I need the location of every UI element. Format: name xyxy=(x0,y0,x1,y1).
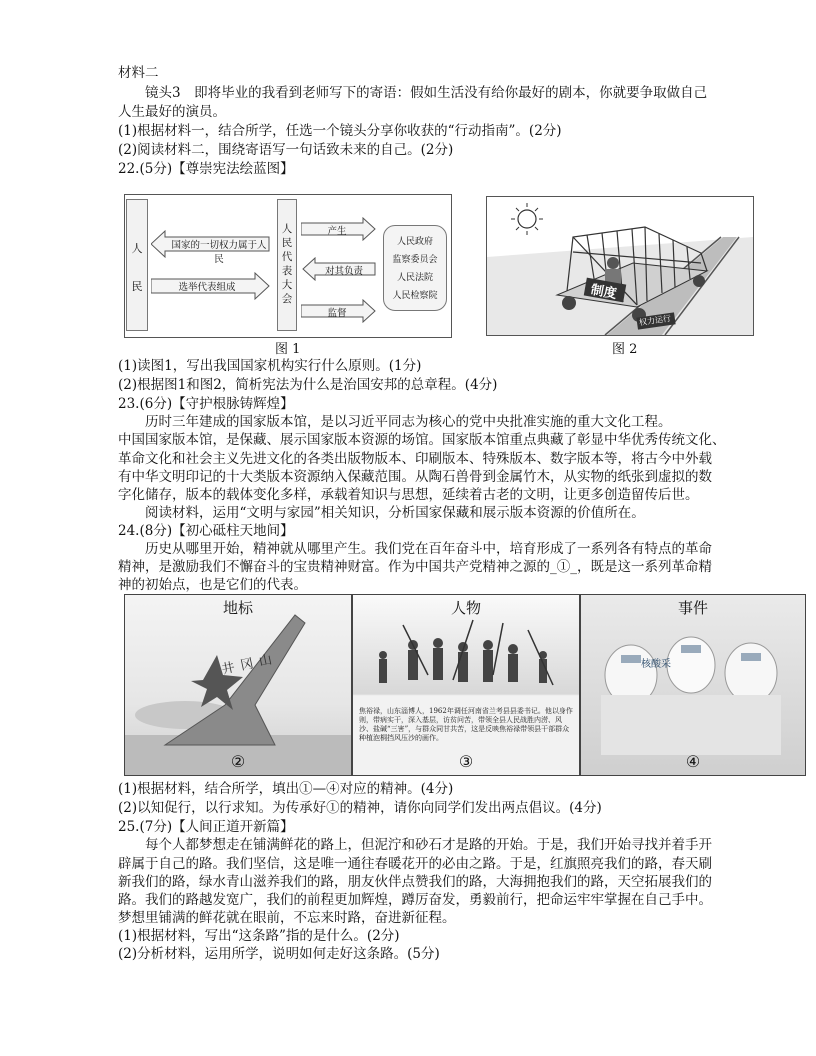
cart-drawing xyxy=(487,197,753,335)
q23-p3: 阅读材料，运用“文明与家园”相关知识，分析国家保藏和展示版本资源的价值所在。 xyxy=(145,505,645,521)
arrow-supervise-label: 监督 xyxy=(327,308,347,319)
photo-landmark xyxy=(124,594,352,776)
q22-heading: 22.(5分)【尊崇宪法绘蓝图】 xyxy=(118,161,294,177)
q23-p2-line4: 字化储存，版本的载体变化多样，承载着知识与思想，延续着古老的文明，让更多创造留传后世。 xyxy=(118,487,699,503)
arrow-responsible-label: 对其负责 xyxy=(324,266,363,277)
npc-box xyxy=(277,199,297,331)
q23-heading: 23.(6分)【守护根脉铸辉煌】 xyxy=(118,396,294,412)
q24-p-line3: 神的初始点，也是它们的代表。 xyxy=(118,577,307,593)
photo-number-2: ② xyxy=(230,752,246,771)
photo-person-label: 人物 xyxy=(450,599,481,617)
scene3-line1: 镜头3 即将毕业的我看到老师写下的寄语：假如生活没有给你最好的剧本，你就要争取做自己 xyxy=(145,85,708,101)
medics-drawing xyxy=(581,595,805,775)
organ-government: 人民政府 xyxy=(396,237,433,247)
photo-number-3: ③ xyxy=(458,752,474,771)
organ-procuratorate: 人民检察院 xyxy=(392,291,438,301)
q23-p1: 历时三年建成的国家版本馆，是以习近平同志为核心的党中央批准实施的重大文化工程。 xyxy=(145,414,672,430)
scene3-line2: 人生最好的演员。 xyxy=(118,104,226,120)
q25-p-line1: 每个人都梦想走在铺满鲜花的路上，但泥泞和砂石才是路的开始。于是，我们开始寻找并着手开 xyxy=(145,837,712,853)
photo-person-note: 焦裕禄，山东淄博人，1962年调任河南省兰考县县委书记。他以身作则，带病实干，深入基层，访贫问苦，带领全县人民战胜内涝、风沙、盐碱“三害”，与群众同甘共苦，这是反映焦裕禄带领县干部群众种植泡桐挡风压沙的画作。 xyxy=(359,707,573,742)
vest-text: 核酸采 xyxy=(641,659,671,670)
q24-sub2: (2)以知促行，以行求知。为传承好①的精神，请你向同学们发出两点倡议。(4分) xyxy=(118,800,602,816)
q25-p-line5: 梦想里铺满的鲜花就在眼前，不忘来时路，奋进新征程。 xyxy=(118,910,456,926)
q22-sub2: (2)根据图1和图2，简析宪法为什么是治国安邦的总章程。(4分) xyxy=(118,377,498,393)
npc-label: 人民代表大会 xyxy=(281,223,293,305)
monument-drawing xyxy=(125,595,351,775)
people-char-2: 民 xyxy=(131,280,143,293)
photo-landmark-label: 地标 xyxy=(222,599,253,617)
photo-event xyxy=(580,594,806,776)
track-sign-text: 权力运行 xyxy=(638,313,672,328)
q24-heading: 24.(8分)【初心砥柱天地间】 xyxy=(118,523,294,539)
q25-p-line3: 新我们的路，绿水青山滋养我们的路，朋友伙伴点赞我们的路，大海拥抱我们的路，天空拓展我们的 xyxy=(118,874,712,890)
q24-p-line2: 精神，是激励我们不懈奋斗的宝贵精神财富。作为中国共产党精神之源的_①_，既是这一系列革命精 xyxy=(118,559,712,575)
organ-court: 人民法院 xyxy=(396,273,433,283)
q22-sub1: (1)读图1，写出我国国家机构实行什么原则。(1分) xyxy=(118,358,422,374)
people-box xyxy=(126,199,148,331)
monument-inscription: 井冈山 xyxy=(220,651,280,678)
cart-sign-text: 制度 xyxy=(589,282,618,303)
state-organs-box xyxy=(383,225,447,311)
material-question-2: (2)阅读材料二，围绕寄语写一句话致未来的自己。(2分) xyxy=(118,142,454,158)
q25-sub2: (2)分析材料，运用所学，说明如何走好这条路。(5分) xyxy=(118,946,440,962)
q25-sub1: (1)根据材料，写出“这条路”指的是什么。(2分) xyxy=(118,928,400,944)
material2-heading: 材料二 xyxy=(118,65,159,81)
q23-p2-line1: 中国国家版本馆，是保藏、展示国家版本资源的场馆。国家版本馆重点典藏了彰显中华优秀传统文化、 xyxy=(118,432,726,448)
arrow-produce-label: 产生 xyxy=(327,226,347,237)
arrow-bottom-label: 选举代表组成 xyxy=(178,282,236,293)
organ-supervisory: 监察委员会 xyxy=(392,255,438,265)
q23-p2-line3: 有中华文明印记的十大类版本资源纳入保藏范围。从陶石兽骨到金属竹木，从实物的纸张到虚拟的数 xyxy=(118,469,712,485)
q25-p-line2: 辟属于自己的路。我们坚信，这是唯一通往春暖花开的必由之路。于是，红旗照亮我们的路，春天刷 xyxy=(118,856,712,872)
q25-p-line4: 路。我们的路越发宽广，我们的前程更加辉煌，蹲厉奋发，勇毅前行，把命运牢牢掌握在自己手中。 xyxy=(118,892,712,908)
photo-event-label: 事件 xyxy=(677,599,708,617)
q24-p-line1: 历史从哪里开始，精神就从哪里产生。我们党在百年奋斗中，培育形成了一系列各有特点的革命 xyxy=(145,541,712,557)
figure-1-caption: 图 1 xyxy=(275,342,301,357)
q25-heading: 25.(7分)【人间正道开新篇】 xyxy=(118,819,294,835)
material-question-1: (1)根据材料一，结合所学，任选一个镜头分享你收获的“行动指南”。(2分) xyxy=(118,123,562,139)
photo-person xyxy=(352,594,580,776)
figure-1-state-structure xyxy=(124,194,452,338)
arrow-top-label: 国家的一切权力属于人民 xyxy=(171,240,267,265)
q24-sub1: (1)根据材料，结合所学，填出①—④对应的精神。(4分) xyxy=(118,781,454,797)
photo-number-4: ④ xyxy=(685,752,701,771)
figure-2-cart-illustration xyxy=(486,196,754,336)
people-char-1: 人 xyxy=(131,242,143,255)
figure-2-caption: 图 2 xyxy=(612,342,638,357)
q23-p2-line2: 革命文化和社会主义先进文化的各类出版物版本、印刷版本、特殊版本、数字版本等，将古今中外载 xyxy=(118,451,712,467)
